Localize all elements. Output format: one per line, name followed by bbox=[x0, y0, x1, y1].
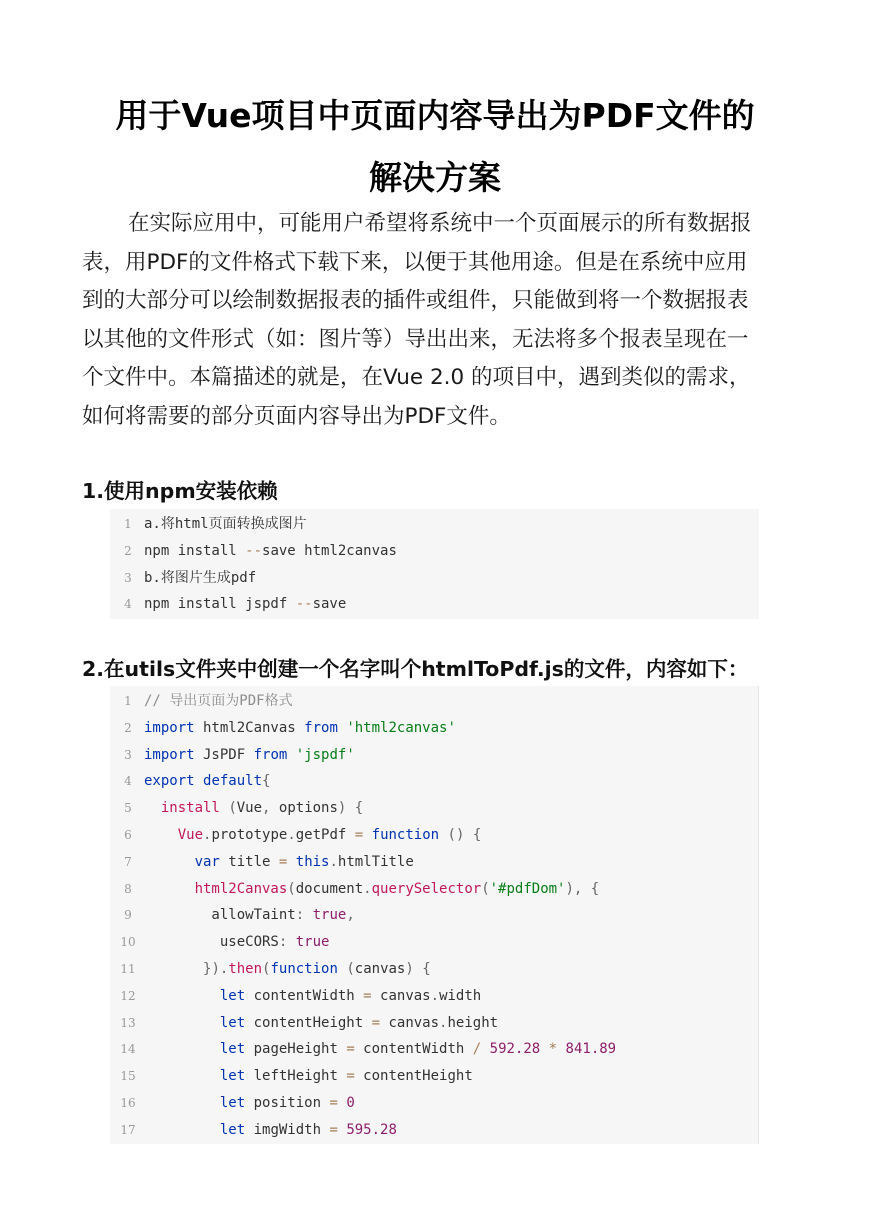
code-token: leftHeight bbox=[245, 1068, 347, 1085]
code-text bbox=[144, 1010, 498, 1037]
code-token: canvas bbox=[371, 987, 431, 1004]
code-line bbox=[110, 956, 758, 983]
code-token bbox=[582, 881, 590, 897]
code-token: 'html2canvas' bbox=[346, 719, 456, 736]
line-number: 3 bbox=[124, 747, 132, 762]
code-token: let bbox=[219, 987, 246, 1004]
code-line bbox=[110, 1063, 758, 1090]
code-token: npm install bbox=[144, 542, 246, 559]
code-token: canvas bbox=[354, 960, 406, 977]
code-text bbox=[144, 822, 481, 849]
code-token: ( bbox=[287, 880, 296, 897]
code-token: // 导出页面为PDF格式 bbox=[144, 693, 293, 709]
section-heading-install: 1.使用npm安装依赖 bbox=[82, 479, 278, 503]
code-token: ) bbox=[405, 960, 414, 977]
code-token bbox=[557, 1041, 565, 1057]
code-token: { bbox=[422, 960, 431, 977]
code-token: 'jspdf' bbox=[295, 746, 355, 763]
code-token: canvas bbox=[380, 1014, 440, 1031]
line-number: 10 bbox=[120, 935, 136, 950]
code-line bbox=[110, 511, 759, 538]
code-token: ) bbox=[337, 800, 347, 817]
code-token: { bbox=[472, 826, 482, 843]
code-token bbox=[287, 934, 295, 950]
code-token: () bbox=[447, 826, 465, 843]
code-text bbox=[144, 849, 414, 876]
code-token: = bbox=[354, 826, 364, 843]
code-token: height bbox=[447, 1014, 499, 1031]
code-token: contentWidth bbox=[354, 1041, 473, 1058]
code-token: JsPDF bbox=[194, 746, 254, 763]
code-token: : bbox=[278, 934, 288, 951]
line-number: 1 bbox=[124, 517, 132, 531]
intro-paragraph bbox=[82, 205, 788, 437]
code-token: contentWidth bbox=[245, 987, 364, 1004]
code-line bbox=[110, 591, 759, 618]
code-token: width bbox=[439, 987, 482, 1004]
code-token: 0 bbox=[346, 1094, 355, 1111]
code-token bbox=[304, 907, 312, 923]
code-text bbox=[144, 688, 293, 715]
line-number: 4 bbox=[124, 597, 132, 612]
code-token: from bbox=[304, 719, 338, 736]
line-number: 5 bbox=[124, 801, 132, 816]
code-token bbox=[346, 800, 354, 816]
section-heading-create-file: 2.在utils文件夹中创建一个名字叫个htmlToPdf.js的文件，内容如下： bbox=[82, 657, 749, 681]
code-token: . bbox=[439, 1014, 448, 1031]
code-token bbox=[144, 1095, 220, 1111]
code-token: = bbox=[278, 853, 288, 870]
code-token bbox=[195, 773, 203, 789]
code-token: 592.28 bbox=[489, 1041, 541, 1058]
code-token: let bbox=[219, 1041, 246, 1058]
code-token: b.将图片生成pdf bbox=[144, 569, 257, 586]
code-token: title bbox=[219, 853, 279, 870]
code-token: var bbox=[194, 853, 220, 870]
intro-line: 在实际应用中，可能用户希望将系统中一个页面展示的所有数据报 bbox=[128, 211, 752, 236]
line-number: 14 bbox=[120, 1042, 136, 1057]
code-text bbox=[144, 983, 481, 1010]
code-text bbox=[144, 795, 363, 822]
code-line bbox=[110, 688, 758, 715]
code-token: { bbox=[590, 880, 600, 897]
code-block-install bbox=[110, 509, 759, 619]
code-token bbox=[144, 1122, 220, 1138]
code-text bbox=[144, 715, 456, 742]
code-text bbox=[144, 876, 599, 903]
line-number: 3 bbox=[124, 570, 132, 585]
code-token bbox=[287, 747, 295, 763]
code-text bbox=[144, 902, 355, 929]
code-token bbox=[144, 1015, 220, 1031]
code-token: = bbox=[329, 1094, 338, 1111]
code-text bbox=[144, 565, 256, 592]
code-text bbox=[144, 742, 355, 769]
document-title-line1: 用于Vue项目中页面内容导出为PDF文件的 bbox=[115, 96, 755, 135]
code-token: html2Canvas bbox=[194, 880, 288, 897]
code-token: import bbox=[144, 746, 195, 763]
code-token: -- bbox=[245, 542, 263, 559]
code-token bbox=[439, 827, 447, 843]
line-number: 6 bbox=[124, 827, 132, 842]
code-token: -- bbox=[295, 596, 313, 613]
code-token: = bbox=[346, 1068, 355, 1085]
code-token bbox=[144, 827, 178, 843]
code-token: then bbox=[228, 960, 263, 977]
code-token: pageHeight bbox=[245, 1041, 347, 1058]
code-token: . bbox=[287, 826, 296, 843]
code-token: default bbox=[203, 773, 263, 790]
code-token: this bbox=[295, 853, 330, 870]
code-text bbox=[144, 538, 397, 565]
code-line bbox=[110, 1036, 758, 1063]
code-token: position bbox=[245, 1094, 330, 1111]
code-token: save html2canvas bbox=[262, 542, 397, 559]
code-token: }). bbox=[203, 960, 229, 977]
code-token: imgWidth bbox=[245, 1121, 330, 1138]
code-text bbox=[144, 1036, 616, 1063]
code-token: true bbox=[312, 907, 347, 924]
code-token bbox=[144, 854, 195, 870]
code-token: . bbox=[203, 826, 212, 843]
line-number: 11 bbox=[120, 961, 136, 976]
code-token: ( bbox=[346, 960, 355, 977]
code-token: { bbox=[262, 773, 271, 790]
code-token: useCORS bbox=[144, 934, 279, 951]
code-text bbox=[144, 929, 329, 956]
line-number: 2 bbox=[124, 543, 132, 558]
code-token: getPdf bbox=[295, 826, 355, 843]
code-token bbox=[144, 988, 220, 1004]
code-token: function bbox=[371, 826, 440, 843]
code-token: options bbox=[270, 800, 338, 817]
code-line bbox=[110, 795, 758, 822]
code-line bbox=[110, 929, 758, 956]
code-line bbox=[110, 902, 758, 929]
code-token: npm install jspdf bbox=[144, 596, 296, 613]
code-text bbox=[144, 1117, 397, 1144]
code-text bbox=[144, 1090, 355, 1117]
code-token bbox=[144, 1041, 220, 1057]
code-token: contentHeight bbox=[354, 1068, 473, 1085]
code-line bbox=[110, 822, 758, 849]
code-token: * bbox=[548, 1041, 558, 1058]
code-token: Vue bbox=[177, 826, 204, 843]
code-token: 595.28 bbox=[346, 1121, 397, 1138]
line-number: 9 bbox=[124, 908, 132, 923]
code-token: document bbox=[295, 880, 364, 897]
intro-line: 如何将需要的部分页面内容导出为PDF文件。 bbox=[82, 403, 511, 429]
code-token bbox=[363, 827, 371, 843]
line-number: 12 bbox=[120, 988, 136, 1003]
code-token: = bbox=[329, 1121, 338, 1138]
code-token: let bbox=[219, 1014, 246, 1031]
code-token: '#pdfDom' bbox=[489, 880, 566, 897]
code-token bbox=[540, 1041, 548, 1057]
code-token bbox=[144, 800, 161, 816]
code-token: save bbox=[312, 596, 347, 613]
code-token bbox=[144, 961, 203, 977]
line-number: 8 bbox=[124, 881, 132, 896]
intro-line: 到的大部分可以绘制数据报表的插件或组件，只能做到将一个数据报表 bbox=[82, 288, 749, 314]
code-token: = bbox=[371, 1014, 381, 1031]
intro-line: 表，用PDF的文件格式下载下来，以便于其他用途。但是在系统中应用 bbox=[82, 249, 748, 275]
code-token: allowTaint bbox=[144, 907, 296, 924]
code-text bbox=[144, 956, 431, 983]
code-token: ( bbox=[228, 800, 237, 817]
code-token: { bbox=[354, 800, 364, 817]
code-token: : bbox=[295, 907, 305, 924]
code-line bbox=[110, 565, 759, 592]
line-number: 4 bbox=[124, 774, 132, 789]
code-token: / bbox=[472, 1041, 482, 1058]
code-text bbox=[144, 1063, 473, 1090]
code-token: function bbox=[270, 960, 338, 977]
code-token: prototype bbox=[211, 826, 288, 843]
code-line bbox=[110, 742, 758, 769]
code-token: ( bbox=[262, 960, 271, 977]
code-token bbox=[414, 961, 422, 977]
code-token: , bbox=[262, 800, 271, 817]
code-token bbox=[287, 854, 295, 870]
line-number: 15 bbox=[120, 1069, 136, 1084]
code-token bbox=[464, 827, 472, 843]
document-title-line2: 解决方案 bbox=[369, 158, 501, 197]
code-token: ( bbox=[481, 880, 490, 897]
intro-line: 以其他的文件形式（如：图片等）导出出来，无法将多个报表呈现在一 bbox=[82, 326, 749, 352]
code-token bbox=[481, 1041, 489, 1057]
code-token: let bbox=[219, 1094, 246, 1111]
code-line bbox=[110, 1090, 758, 1117]
code-line bbox=[110, 849, 758, 876]
code-block-htmltopdf bbox=[110, 686, 759, 1144]
code-token: true bbox=[295, 934, 330, 951]
code-token: let bbox=[219, 1121, 246, 1138]
code-token: ), bbox=[565, 880, 583, 897]
line-number: 13 bbox=[120, 1015, 136, 1030]
code-line bbox=[110, 538, 759, 565]
code-token: Vue bbox=[236, 800, 263, 817]
code-text bbox=[144, 591, 346, 618]
code-token bbox=[144, 1068, 220, 1084]
code-token: . bbox=[363, 880, 372, 897]
code-token: let bbox=[219, 1068, 246, 1085]
code-token: htmlTitle bbox=[337, 853, 414, 870]
code-line bbox=[110, 876, 758, 903]
code-token: html2Canvas bbox=[194, 719, 305, 736]
code-token: a.将html页面转换成图片 bbox=[144, 516, 307, 532]
code-text bbox=[144, 768, 270, 795]
code-token bbox=[144, 881, 195, 897]
intro-line: 个文件中。本篇描述的就是，在Vue 2.0 的项目中，遇到类似的需求， bbox=[82, 365, 751, 391]
code-line bbox=[110, 1117, 758, 1144]
code-token: contentHeight bbox=[245, 1014, 372, 1031]
code-token: 841.89 bbox=[565, 1041, 617, 1058]
code-token: from bbox=[253, 746, 288, 763]
code-token: install bbox=[160, 800, 220, 817]
line-number: 17 bbox=[120, 1122, 136, 1137]
code-token: = bbox=[363, 987, 372, 1004]
code-token: import bbox=[144, 719, 195, 736]
code-token: . bbox=[329, 853, 338, 870]
code-line bbox=[110, 715, 758, 742]
code-token: . bbox=[430, 987, 440, 1004]
code-line bbox=[110, 1010, 758, 1037]
line-number: 2 bbox=[124, 720, 132, 735]
code-token: , bbox=[346, 907, 355, 924]
line-number: 1 bbox=[124, 694, 132, 708]
code-line bbox=[110, 983, 758, 1010]
code-token: querySelector bbox=[371, 880, 482, 897]
line-number: 7 bbox=[124, 854, 132, 869]
code-token: export bbox=[144, 773, 195, 790]
code-line bbox=[110, 768, 758, 795]
code-text bbox=[144, 511, 307, 538]
code-token: = bbox=[346, 1041, 355, 1058]
line-number: 16 bbox=[120, 1095, 136, 1110]
